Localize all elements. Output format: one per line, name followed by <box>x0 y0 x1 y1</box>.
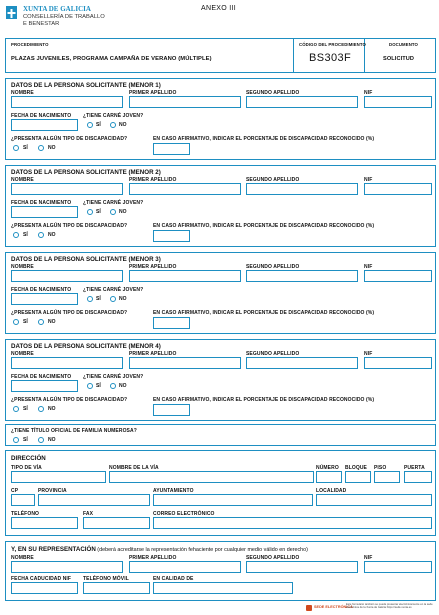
porcentaje-label: EN CASO AFIRMATIVO, INDICAR EL PORCENTAJE DE DISCAPACIDAD RECONOCIDO (%) <box>153 136 375 142</box>
primer-apellido-input[interactable] <box>129 183 241 195</box>
nombre-label: NOMBRE <box>11 90 34 96</box>
localidad-input[interactable] <box>316 494 432 506</box>
segundo-apellido-label: SEGUNDO APELLIDO <box>246 90 300 96</box>
numero-input[interactable] <box>316 471 342 483</box>
porcentaje-input[interactable] <box>153 143 190 155</box>
nif-input[interactable] <box>364 183 432 195</box>
brand-line-2: CONSELLERÍA DE TRABALLO <box>23 14 105 20</box>
puerta-input[interactable] <box>404 471 432 483</box>
fecha-nac-label: FECHA DE NACIMIENTO <box>11 200 72 206</box>
correo-label: CORREO ELECTRÓNICO <box>153 511 215 517</box>
primer-apellido-label: PRIMER APELLIDO <box>129 90 177 96</box>
provincia-input[interactable] <box>38 494 150 506</box>
primer-apellido-input[interactable] <box>129 96 241 108</box>
representacion-title-bold: Y, EN SU REPRESENTACIÓN <box>11 546 96 553</box>
applicant-title: DATOS DE LA PERSONA SOLICITANTE (MENOR 3) <box>11 256 161 263</box>
nombre-label: NOMBRE <box>11 351 34 357</box>
porcentaje-input[interactable] <box>153 317 190 329</box>
rep-movil-label: TELÉFONO MÓVIL <box>83 576 129 582</box>
rep-movil-input[interactable] <box>83 582 150 594</box>
discapacidad-si-label: SÍ <box>23 319 28 325</box>
nif-label: NIF <box>364 264 373 270</box>
applicant-title: DATOS DE LA PERSONA SOLICITANTE (MENOR 1) <box>11 82 161 89</box>
localidad-label: LOCALIDAD <box>316 488 347 494</box>
porcentaje-label: EN CASO AFIRMATIVO, INDICAR EL PORCENTAJE DE DISCAPACIDAD RECONOCIDO (%) <box>153 397 375 403</box>
telefono-label: TELÉFONO <box>11 511 40 517</box>
nif-input[interactable] <box>364 96 432 108</box>
footer-note: Este formulario también se puede presentar electrónicamente en la sede electrónica de la Xunta de Galicia https://sede.xunta.es <box>346 603 433 610</box>
rep-primer-apellido-input[interactable] <box>129 561 241 573</box>
fax-input[interactable] <box>83 517 150 529</box>
discapacidad-no-radio[interactable] <box>38 232 44 238</box>
annex-title: ANEXO III <box>201 5 236 12</box>
carne-no-label: NO <box>119 209 127 215</box>
fecha-nac-label: FECHA DE NACIMIENTO <box>11 287 72 293</box>
sede-label: SEDE ELECTRÓNICA <box>314 605 353 609</box>
tipo-via-input[interactable] <box>11 471 106 483</box>
discapacidad-si-radio[interactable] <box>13 145 19 151</box>
discapacidad-si-radio[interactable] <box>13 232 19 238</box>
representacion-title-rest: (deberá acreditarse la representación fehaciente por cualquier medio válido en derecho) <box>95 547 308 553</box>
carne-si-radio[interactable] <box>87 122 93 128</box>
rep-primer-apellido-label: PRIMER APELLIDO <box>129 555 177 561</box>
direccion-section <box>5 450 436 536</box>
tipo-via-label: TIPO DE VÍA <box>11 465 42 471</box>
rep-calidad-label: EN CALIDAD DE <box>153 576 194 582</box>
discapacidad-label: ¿PRESENTA ALGÚN TIPO DE DISCAPACIDAD? <box>11 397 128 403</box>
discapacidad-no-label: NO <box>48 319 56 325</box>
codigo-label: CÓDIGO DEL PROCEDIMIENTO <box>299 42 366 47</box>
primer-apellido-input[interactable] <box>129 357 241 369</box>
carne-si-label: SÍ <box>96 122 101 128</box>
ayuntamiento-label: AYUNTAMIENTO <box>153 488 194 494</box>
discapacidad-si-label: SÍ <box>23 406 28 412</box>
discapacidad-no-label: NO <box>48 406 56 412</box>
carne-joven-label: ¿TIENE CARNÉ JOVEN? <box>83 287 144 293</box>
segundo-apellido-label: SEGUNDO APELLIDO <box>246 177 300 183</box>
carne-si-radio[interactable] <box>87 296 93 302</box>
fecha-nac-label: FECHA DE NACIMIENTO <box>11 374 72 380</box>
rep-nif-label: NIF <box>364 555 373 561</box>
rep-nombre-label: NOMBRE <box>11 555 34 561</box>
documento-label: DOCUMENTO <box>389 42 418 47</box>
nombre-input[interactable] <box>11 183 123 195</box>
procedimiento-label: PROCEDIMIENTO <box>11 42 49 47</box>
procedimiento-value: PLAZAS JUVENILES, PROGRAMA CAMPAÑA DE VERANO (MÚLTIPLE) <box>11 56 212 62</box>
cross-logo-icon <box>6 8 17 19</box>
nif-label: NIF <box>364 351 373 357</box>
familia-numerosa-section <box>5 424 436 446</box>
direccion-title: DIRECCIÓN <box>11 455 46 462</box>
rep-fecha-cad-input[interactable] <box>11 582 78 594</box>
applicant-title: DATOS DE LA PERSONA SOLICITANTE (MENOR 4) <box>11 343 161 350</box>
primer-apellido-label: PRIMER APELLIDO <box>129 264 177 270</box>
correo-input[interactable] <box>153 517 432 529</box>
nombre-via-label: NOMBRE DE LA VÍA <box>109 465 159 471</box>
carne-si-label: SÍ <box>96 383 101 389</box>
puerta-label: PUERTA <box>404 465 425 471</box>
carne-si-label: SÍ <box>96 296 101 302</box>
carne-no-label: NO <box>119 383 127 389</box>
nombre-input[interactable] <box>11 96 123 108</box>
brand-line-3: E BENESTAR <box>23 21 60 27</box>
segundo-apellido-label: SEGUNDO APELLIDO <box>246 264 300 270</box>
segundo-apellido-input[interactable] <box>246 357 358 369</box>
discapacidad-no-radio[interactable] <box>38 145 44 151</box>
porcentaje-label: EN CASO AFIRMATIVO, INDICAR EL PORCENTAJE DE DISCAPACIDAD RECONOCIDO (%) <box>153 223 375 229</box>
applicant-section-2 <box>5 165 436 247</box>
segundo-apellido-input[interactable] <box>246 96 358 108</box>
fecha-nac-input[interactable] <box>11 380 78 392</box>
segundo-apellido-input[interactable] <box>246 270 358 282</box>
ayuntamiento-input[interactable] <box>153 494 313 506</box>
segundo-apellido-label: SEGUNDO APELLIDO <box>246 351 300 357</box>
discapacidad-no-label: NO <box>48 145 56 151</box>
applicant-section-1 <box>5 78 436 160</box>
discapacidad-label: ¿PRESENTA ALGÚN TIPO DE DISCAPACIDAD? <box>11 136 128 142</box>
discapacidad-label: ¿PRESENTA ALGÚN TIPO DE DISCAPACIDAD? <box>11 310 128 316</box>
carne-no-label: NO <box>119 296 127 302</box>
representacion-section <box>5 541 436 601</box>
familia-si-radio[interactable] <box>13 437 19 443</box>
carne-si-radio[interactable] <box>87 209 93 215</box>
rep-calidad-input[interactable] <box>153 582 293 594</box>
brand-line-1: XUNTA DE GALICIA <box>23 5 91 13</box>
porcentaje-input[interactable] <box>153 230 190 242</box>
discapacidad-si-radio[interactable] <box>13 319 19 325</box>
porcentaje-label: EN CASO AFIRMATIVO, INDICAR EL PORCENTAJE DE DISCAPACIDAD RECONOCIDO (%) <box>153 310 375 316</box>
familia-no-label: NO <box>48 437 56 443</box>
rep-fecha-cad-label: FECHA CADUCIDAD NIF <box>11 576 72 582</box>
discapacidad-label: ¿PRESENTA ALGÚN TIPO DE DISCAPACIDAD? <box>11 223 128 229</box>
provincia-label: PROVINCIA <box>38 488 67 494</box>
nombre-input[interactable] <box>11 270 123 282</box>
applicant-section-3 <box>5 252 436 334</box>
familia-no-radio[interactable] <box>38 437 44 443</box>
carne-no-radio[interactable] <box>110 209 116 215</box>
carne-no-radio[interactable] <box>110 296 116 302</box>
xunta-logo <box>6 6 17 17</box>
fecha-nac-input[interactable] <box>11 119 78 131</box>
telefono-input[interactable] <box>11 517 78 529</box>
fecha-nac-label: FECHA DE NACIMIENTO <box>11 113 72 119</box>
documento-value: SOLICITUD <box>383 56 415 62</box>
carne-no-radio[interactable] <box>110 122 116 128</box>
procedure-box <box>5 38 436 73</box>
discapacidad-no-radio[interactable] <box>38 319 44 325</box>
nif-input[interactable] <box>364 270 432 282</box>
discapacidad-no-radio[interactable] <box>38 406 44 412</box>
discapacidad-si-label: SÍ <box>23 145 28 151</box>
primer-apellido-label: PRIMER APELLIDO <box>129 351 177 357</box>
rep-nif-input[interactable] <box>364 561 432 573</box>
primer-apellido-input[interactable] <box>129 270 241 282</box>
numero-label: NÚMERO <box>316 465 339 471</box>
fax-label: FAX <box>83 511 94 517</box>
nombre-label: NOMBRE <box>11 264 34 270</box>
applicant-section-4 <box>5 339 436 421</box>
piso-input[interactable] <box>374 471 400 483</box>
applicant-title: DATOS DE LA PERSONA SOLICITANTE (MENOR 2) <box>11 169 161 176</box>
sede-badge <box>306 605 312 611</box>
bloque-label: BLOQUE <box>345 465 367 471</box>
rep-segundo-apellido-label: SEGUNDO APELLIDO <box>246 555 300 561</box>
discapacidad-si-radio[interactable] <box>13 406 19 412</box>
piso-label: PISO <box>374 465 387 471</box>
rep-nombre-input[interactable] <box>11 561 123 573</box>
nombre-via-input[interactable] <box>109 471 314 483</box>
nombre-input[interactable] <box>11 357 123 369</box>
carne-joven-label: ¿TIENE CARNÉ JOVEN? <box>83 113 144 119</box>
carne-joven-label: ¿TIENE CARNÉ JOVEN? <box>83 200 144 206</box>
representacion-title <box>11 546 308 553</box>
fecha-nac-input[interactable] <box>11 293 78 305</box>
fecha-nac-input[interactable] <box>11 206 78 218</box>
nombre-label: NOMBRE <box>11 177 34 183</box>
carne-no-radio[interactable] <box>110 383 116 389</box>
cp-input[interactable] <box>11 494 35 506</box>
carne-joven-label: ¿TIENE CARNÉ JOVEN? <box>83 374 144 380</box>
discapacidad-no-label: NO <box>48 232 56 238</box>
carne-si-radio[interactable] <box>87 383 93 389</box>
discapacidad-si-label: SÍ <box>23 232 28 238</box>
carne-si-label: SÍ <box>96 209 101 215</box>
primer-apellido-label: PRIMER APELLIDO <box>129 177 177 183</box>
carne-no-label: NO <box>119 122 127 128</box>
bloque-input[interactable] <box>345 471 371 483</box>
nif-label: NIF <box>364 90 373 96</box>
segundo-apellido-input[interactable] <box>246 183 358 195</box>
familia-question: ¿TIENE TÍTULO OFICIAL DE FAMILIA NUMEROSA? <box>11 428 137 434</box>
nif-label: NIF <box>364 177 373 183</box>
familia-si-label: SÍ <box>23 437 28 443</box>
nif-input[interactable] <box>364 357 432 369</box>
codigo-value: BS303F <box>309 52 352 64</box>
porcentaje-input[interactable] <box>153 404 190 416</box>
cp-label: CP <box>11 488 19 494</box>
rep-segundo-apellido-input[interactable] <box>246 561 358 573</box>
